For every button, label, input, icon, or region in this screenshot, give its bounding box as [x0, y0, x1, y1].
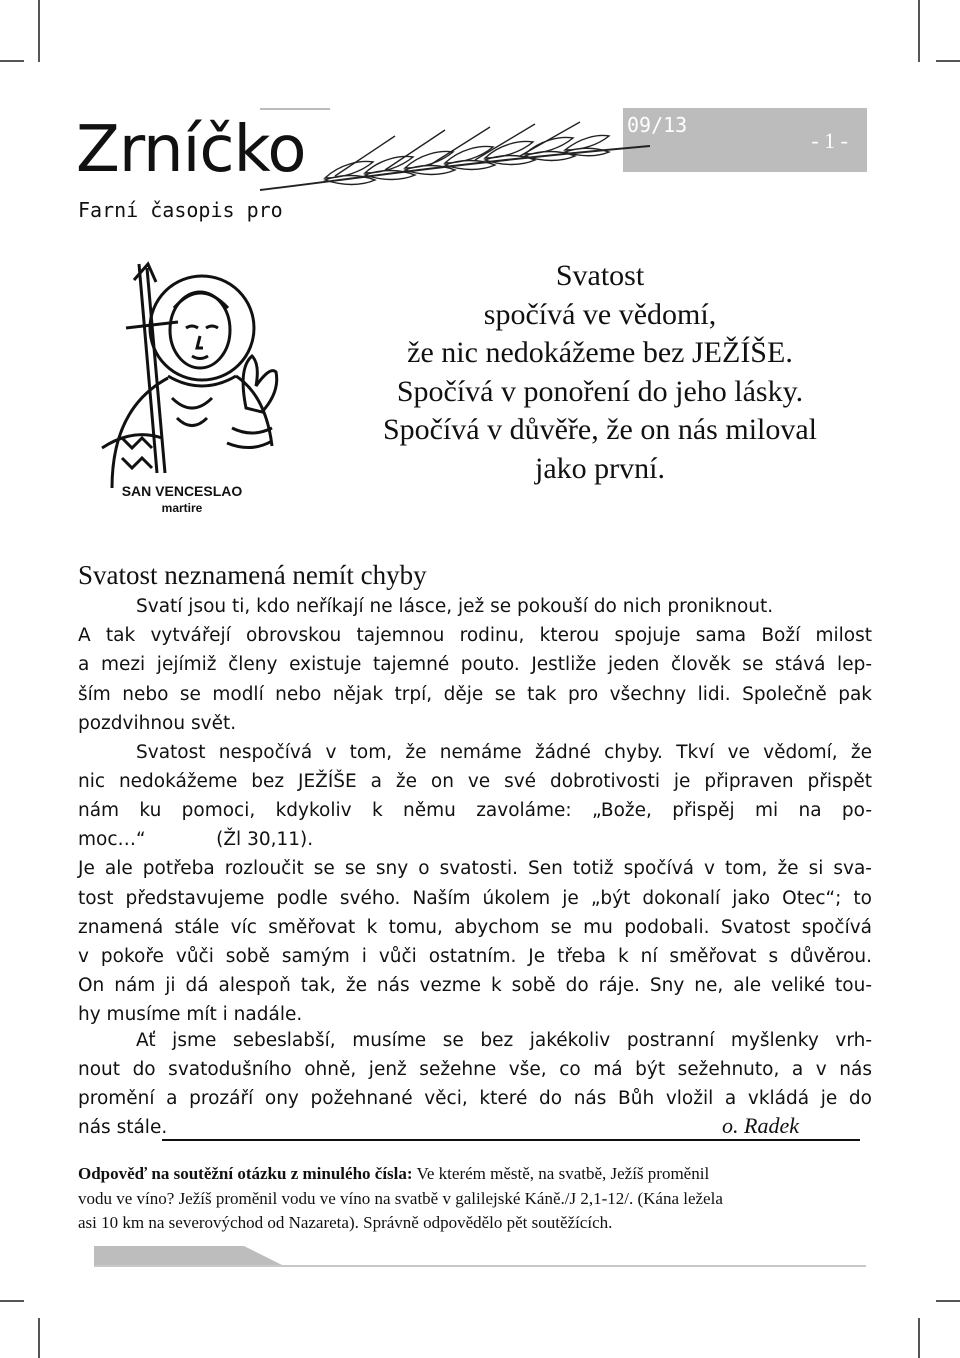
crop-mark [0, 60, 24, 62]
crop-mark [38, 1318, 40, 1358]
crop-mark [936, 60, 960, 62]
headline-line: Spočívá v ponoření do jeho lásky. [396, 374, 804, 408]
masthead-rule [260, 108, 330, 110]
masthead-title: Zrníčko [76, 113, 306, 187]
headline-line: jako první. [535, 451, 665, 485]
headline-line: spočívá ve vědomí, [483, 297, 717, 331]
contest-answer-label: Odpověď na soutěžní otázku z minulého čísla: [78, 1164, 413, 1183]
headline-line: Spočívá v důvěře, že on nás miloval [382, 413, 818, 446]
paragraph-line: On nám ji dá alespoň tak, že nás vezme k sobě do ráje. Sny ne, ale veliké tou- [78, 975, 872, 996]
paragraph-line: nic nedokážeme bez JEŽÍŠE a že on ve své dobrotivosti je připraven přispět [78, 771, 872, 792]
paragraph-line: A tak vytvářejí obrovskou tajemnou rodinu, kterou spojuje sama Boží milost [78, 625, 872, 646]
signature-rule [162, 1139, 860, 1141]
paragraph-line: Svatí jsou ti, kdo neříkají ne lásce, jež se pokouší do nich proniknout. [136, 596, 774, 617]
paragraph-line: a mezi jejímiž členy existuje tajemné pouto. Jestliže jeden člověk se stává lep- [78, 654, 872, 675]
headline-line: že nic nedokážeme bez JEŽÍŠE. [407, 336, 793, 369]
paragraph-line: Je ale potřeba rozloučit se se sny o svatosti. Sen totiž spočívá v tom, že si sva- [78, 858, 872, 879]
section-title: Svatost neznamená nemít chyby [78, 560, 427, 590]
paragraph-line: nám ku pomoci, kdykoliv k němu zavoláme: „Bože, přispěj mi na po- [78, 800, 872, 821]
crop-mark [918, 0, 920, 62]
contest-answer-line: asi 10 km na severovýchod od Nazareta). Správně odpovědělo pět soutěžících. [78, 1213, 613, 1232]
paragraph-line: promění a prozáří ony požehnané věci, které do nás Bůh vložil a vkládá je do [78, 1088, 872, 1109]
paragraph-line: moc…“ (Žl 30,11). [78, 829, 314, 850]
footer-banner [94, 1246, 866, 1268]
paragraph-line: tost představujeme podle svého. Naším úkolem je „být dokonalí jako Otec“; to [78, 888, 872, 909]
contest-answer-line: vodu ve víno? Ježíš proměnil vodu ve víno na svatbě v galilejské Káně./J 2,1-12/. (Kána ležela [78, 1189, 723, 1208]
headline-quote [300, 257, 900, 488]
paragraph-line: nás stále. [78, 1117, 168, 1138]
wheat-ear-icon [255, 118, 655, 200]
crop-mark [38, 0, 40, 62]
paragraph-line: v pokoře vůči sobě samým i vůči ostatním. Je třeba k ní směřovat s důvěrou. [78, 946, 872, 967]
issue-number: 09/13 [627, 113, 688, 137]
paragraph-line: Svatost nespočívá v tom, že nemáme žádné chyby. Tkví ve vědomí, že [136, 742, 872, 763]
paragraph-line: znamená stále víc směřovat k tomu, abychom se mu podobali. Svatost spočívá [78, 917, 872, 938]
paragraph-line: nout do svatodušního ohně, jenž sežehne vše, co má být sežehnuto, a v nás [78, 1059, 872, 1080]
paragraph-line: hy musíme mít i nadále. [78, 1004, 303, 1025]
paragraph-line: pozdvihnou svět. [78, 713, 237, 734]
crop-mark [0, 1300, 24, 1302]
page-number: - 1 - [811, 128, 848, 153]
illustration-caption-name: SAN VENCESLAO [121, 483, 243, 499]
contest-answer-line [78, 1162, 878, 1186]
crop-mark [918, 1318, 920, 1358]
paragraph-line: ším nebo se modlí nebo nějak trpí, děje se tak pro všechny lidi. Společně pak [78, 684, 872, 705]
masthead-subtitle: Farní časopis pro [78, 198, 283, 222]
crop-mark [936, 1300, 960, 1302]
saint-wenceslas-illustration [82, 258, 282, 518]
contest-answer-text: Ve kterém městě, na svatbě, Ježíš proměnil [412, 1164, 710, 1183]
headline-line: Svatost [555, 259, 645, 292]
paragraph-line: Ať jsme sebeslabší, musíme se bez jakékoliv postranní myšlenky vrh- [136, 1030, 872, 1051]
illustration-caption-title: martire [161, 501, 203, 515]
author-signature: o. Radek [722, 1113, 799, 1138]
